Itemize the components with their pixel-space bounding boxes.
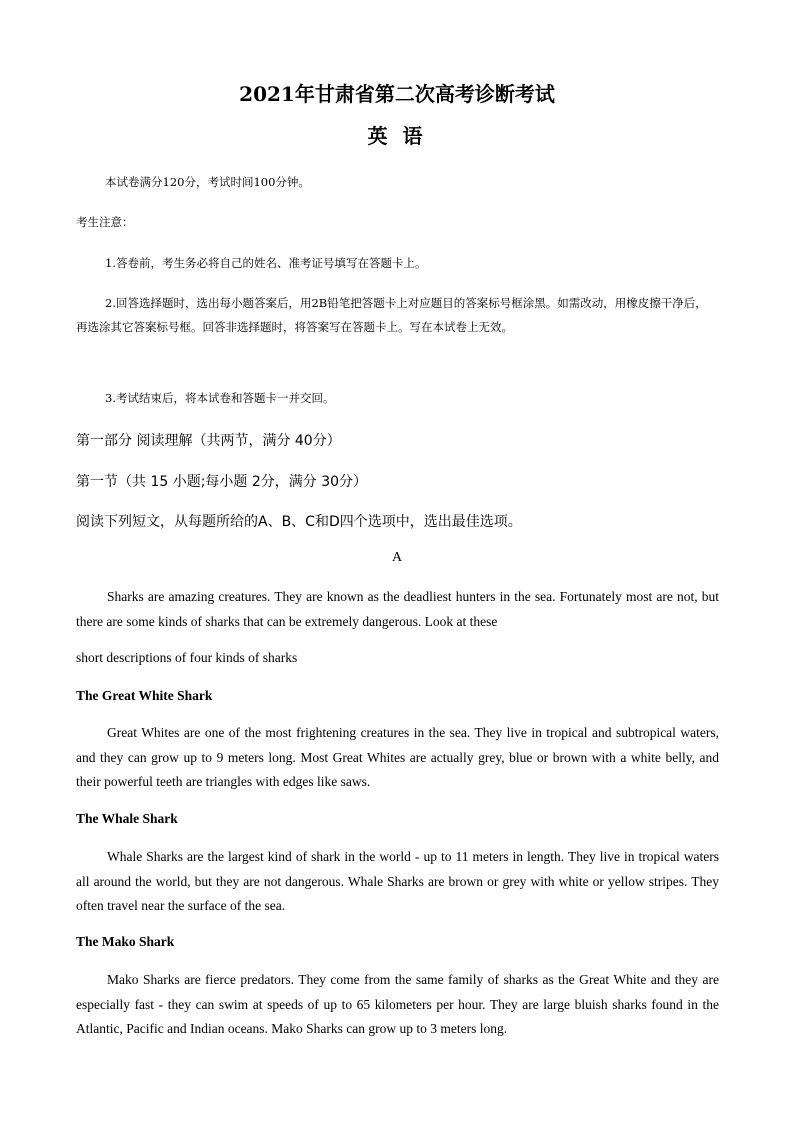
reading-directions: 阅读下列短文，从每题所给的A、B、C和D四个选项中，选出最佳选项。 (76, 514, 522, 530)
passage-intro-continued: short descriptions of four kinds of sharks (76, 650, 298, 665)
passage-label: A (391, 550, 403, 565)
notice-label: 考生注意： (76, 215, 134, 229)
shark-heading-mako: The Mako Shark (76, 934, 175, 949)
shark-text-whale (76, 845, 719, 919)
shark-text-great-white (76, 721, 719, 795)
notice-item-2: 2.回答选择题时，选出每小题答案后，用2B铅笔把答题卡上对应题目的答案标号框涂黑。如需改动，用橡皮擦干净后，再选涂其它答案标号框。回答非选择题时，将答案写在答题卡上。写在本试卷上无效。 (76, 296, 707, 334)
shark-heading-great-white: The Great White Shark (76, 688, 213, 703)
score-time-note: 本试卷满分120分，考试时间100分钟。 (105, 175, 310, 189)
notice-item-3: 3.考试结束后，将本试卷和答题卡一并交回。 (105, 391, 335, 405)
passage-intro-text: Sharks are amazing creatures. They are known as the deadliest hunters in the sea. Fortunately most are not, but there are some kinds of sharks that can be extremely dangerous. Look at these (76, 589, 719, 629)
shark-paragraph: Mako Sharks are fierce predators. They come from the same family of sharks as the Great White and they are especially fast - they can swim at speeds of up to 65 kilometers per hour. They are large bluish sharks found in the Atlantic, Pacific and Indian oceans. Mako Sharks can grow up to 3 meters long. (76, 972, 719, 1036)
shark-paragraph: Great Whites are one of the most frightening creatures in the sea. They live in tropical and subtropical waters, and they can grow up to 9 meters long. Most Great Whites are actually grey, blue or brown with a white belly, and their powerful teeth are triangles with edges like saws. (76, 725, 719, 789)
shark-text-mako (76, 968, 719, 1042)
exam-title: 2021年甘肃省第二次高考诊断考试 (239, 82, 555, 106)
subject-title: 英 语 (367, 124, 427, 148)
notice-item-1: 1.答卷前，考生务必将自己的姓名、准考证号填写在答题卡上。 (105, 256, 427, 270)
shark-heading-whale: The Whale Shark (76, 811, 178, 826)
section-one-heading: 第一节（共 15 小题;每小题 2分，满分 30分） (76, 474, 368, 490)
shark-paragraph: Whale Sharks are the largest kind of shark in the world - up to 11 meters in length. They live in tropical waters all around the world, but they are not dangerous. Whale Sharks are brown or grey with white or yellow stripes. They often travel near the surface of the sea. (76, 849, 719, 913)
passage-intro (76, 585, 719, 634)
part-one-heading: 第一部分 阅读理解（共两节，满分 40分） (76, 433, 341, 449)
